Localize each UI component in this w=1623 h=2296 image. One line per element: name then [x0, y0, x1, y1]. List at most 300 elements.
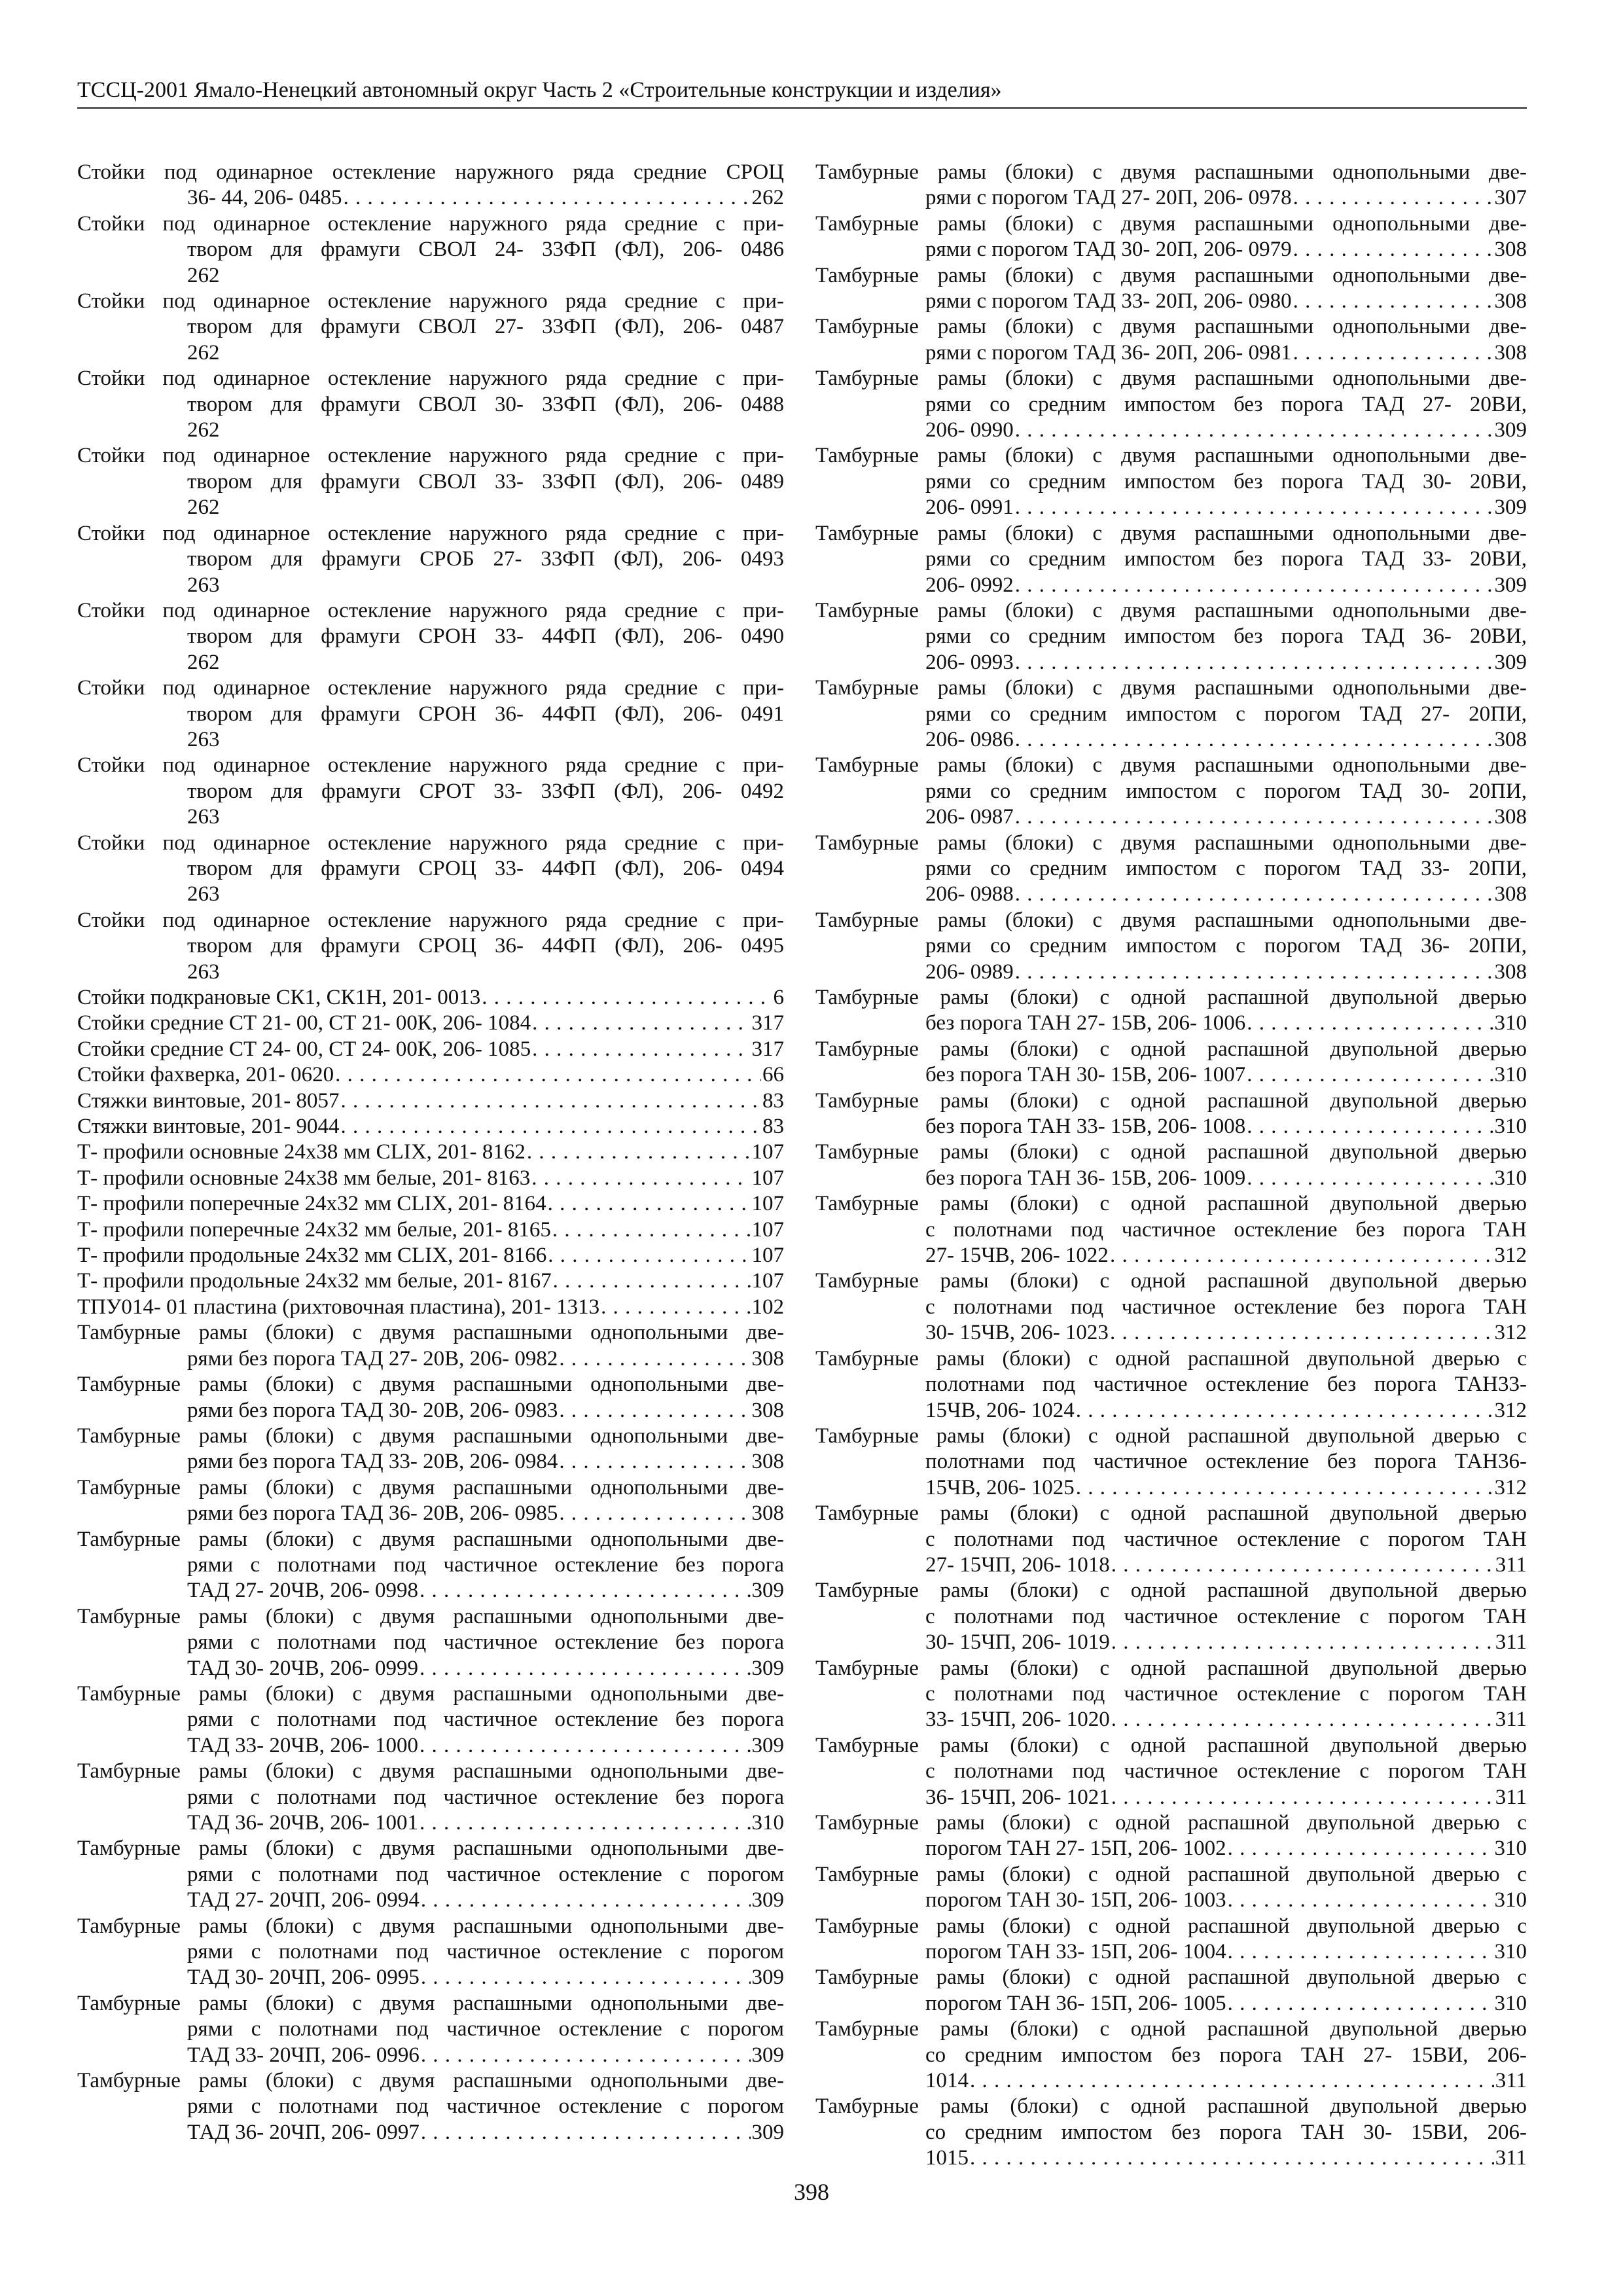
index-entry-page: 308: [751, 1398, 784, 1422]
dot-leader: [559, 1398, 750, 1424]
index-entry-last-line: [815, 1062, 1527, 1088]
running-header: ТССЦ-2001 Ямало-Ненецкий автономный округ Часть 2 «Строительные конструкции и изделия»: [77, 76, 1527, 109]
index-entry-last-line: [77, 1114, 784, 1139]
index-entry-page: 308: [751, 1450, 784, 1474]
index-entry-page: 309: [751, 1579, 784, 1603]
index-entry-page-line: [77, 418, 784, 443]
dot-leader: [1110, 1320, 1493, 1346]
dot-leader: [552, 1217, 751, 1243]
index-entry-page: 308: [751, 1501, 784, 1526]
index-entry-line: Тамбурные рамы (блоки) с одной распашной двупольной дверью с: [815, 1965, 1527, 1990]
dot-leader: [1076, 1475, 1493, 1501]
index-entry-last-line: [815, 495, 1527, 520]
index-entry-line: твором для фрамуги СРОЦ 36- 44ФП (ФЛ), 206- 0495: [187, 934, 784, 958]
index-entry-text: ТАД 36- 20ЧВ, 206- 1001: [187, 1811, 419, 1835]
index-entry-line: рями с полотнами под частичное остекление с порогом: [187, 1862, 784, 1886]
index-entry-line: Стойки под одинарное остекление наружного ряда средние с при-: [77, 676, 784, 700]
index-entry-last-line: [77, 1810, 784, 1836]
index-entry-line: рями со средним импостом с порогом ТАД 27- 20ПИ,: [925, 702, 1527, 726]
dot-leader: [1111, 1552, 1494, 1578]
dot-leader: [421, 2120, 751, 2145]
index-entry-last-line: [77, 1243, 784, 1268]
index-entry-last-line: [77, 2120, 784, 2145]
index-entry-page: 309: [1494, 495, 1527, 520]
index-entry-page: 310: [751, 1811, 784, 1835]
index-entry: [815, 1037, 1527, 1088]
dot-leader: [553, 1268, 751, 1294]
index-entry-page: 309: [751, 1656, 784, 1680]
index-entry-line: Тамбурные рамы (блоки) с одной распашной двупольной дверью: [815, 1088, 1527, 1113]
index-entry-text: без порога ТАН 30- 15В, 206- 1007: [925, 1063, 1246, 1087]
index-entry-last-line: [815, 1630, 1527, 1655]
index-entry-line: Тамбурные рамы (блоки) с одной распашной двупольной дверью: [815, 2094, 1527, 2119]
index-entry-line: Тамбурные рамы (блоки) с двумя распашными однопольными две-: [77, 1372, 784, 1397]
index-entry-line: полотнами под частичное остекление без порога ТАН33-: [925, 1372, 1527, 1397]
index-entry-page: 311: [1495, 1708, 1527, 1732]
index-entry-line: твором для фрамуги СРОТ 33- 33ФП (ФЛ), 206- 0492: [187, 779, 784, 803]
dot-leader: [1015, 804, 1493, 830]
index-entry: [815, 1578, 1527, 1655]
index-entry-text: Стойки средние СТ 21- 00, СТ 21- 00К, 206- 1084: [77, 1011, 531, 1035]
index-entry-last-line: [77, 1501, 784, 1526]
index-entry-text: 206- 0991: [925, 495, 1014, 520]
index-entry-last-line: [815, 1785, 1527, 1810]
index-entry-text: 1014: [925, 2069, 969, 2093]
index-entry-line: Тамбурные рамы (блоки) с одной распашной двупольной дверью: [815, 1037, 1527, 1061]
index-entry: [77, 160, 784, 211]
dot-leader: [419, 1810, 750, 1836]
index-entry: [815, 1268, 1527, 1346]
index-entry: [815, 1088, 1527, 1140]
index-entry-last-line: [815, 1114, 1527, 1139]
index-entry-line: Тамбурные рамы (блоки) с одной распашной двупольной дверью с: [815, 1862, 1527, 1886]
index-entry: [77, 1295, 784, 1320]
index-entry-page: 263: [187, 960, 220, 984]
index-entry: [815, 675, 1527, 753]
index-entry-page: 107: [751, 1269, 784, 1293]
index-entry-page: 262: [187, 263, 220, 287]
index-entry: [77, 1243, 784, 1268]
index-entry-text: 206- 0988: [925, 882, 1014, 906]
index-entry: [815, 1501, 1527, 1578]
dot-leader: [1293, 289, 1493, 314]
index-entry-line: рями со средним импостом без порога ТАД 36- 20ВИ,: [925, 624, 1527, 649]
index-entry-line: Тамбурные рамы (блоки) с одной распашной двупольной дверью с: [815, 1424, 1527, 1448]
index-entry-line: Тамбурные рамы (блоки) с двумя распашными однопольными две-: [815, 160, 1527, 184]
index-entry-page-line: [77, 573, 784, 598]
dot-leader: [1228, 1888, 1493, 1913]
dot-leader: [532, 1037, 750, 1062]
index-entry-line: рями со средним импостом без порога ТАД 30- 20ВИ,: [925, 469, 1527, 493]
index-entry-text: 206- 0986: [925, 727, 1014, 751]
index-entry-page: 311: [1495, 2069, 1527, 2093]
index-entry-last-line: [77, 1965, 784, 1990]
index-entry-page: 263: [187, 727, 220, 751]
dot-leader: [527, 1139, 751, 1165]
dot-leader: [1293, 340, 1493, 366]
index-entry: [77, 598, 784, 675]
dot-leader: [421, 1965, 751, 1990]
index-entry-text: порогом ТАН 36- 15П, 206- 1005: [925, 1991, 1226, 2015]
index-entry-text: 206- 0993: [925, 650, 1014, 674]
dot-leader: [419, 1656, 750, 1681]
index-entry-page: 312: [1494, 1244, 1527, 1268]
index-entry-page: 312: [1494, 1398, 1527, 1422]
index-entry-line: Стойки под одинарное остекление наружного ряда средние с при-: [77, 598, 784, 622]
index-entry-line: Тамбурные рамы (блоки) с одной распашной двупольной дверью: [815, 1733, 1527, 1757]
index-entry-line: Тамбурные рамы (блоки) с одной распашной двупольной дверью с: [815, 1811, 1527, 1835]
index-entry-page: 102: [751, 1295, 784, 1319]
index-entry-last-line: [77, 1449, 784, 1475]
index-entry-page: 263: [187, 882, 220, 906]
index-entry: [815, 1733, 1527, 1810]
index-entry-text: Т- профили поперечные 24х32 мм белые, 201- 8165: [77, 1217, 551, 1242]
index-entry-last-line: [815, 2145, 1527, 2171]
index-entry: [77, 1217, 784, 1243]
dot-leader: [419, 1733, 750, 1759]
index-entry-line: Тамбурные рамы (блоки) с одной распашной двупольной дверью с: [815, 1914, 1527, 1938]
index-entry-page: 262: [187, 495, 220, 520]
index-entry-page-line: [77, 263, 784, 289]
index-entry-line: Тамбурные рамы (блоки) с двумя распашными однопольными две-: [77, 1681, 784, 1706]
dot-leader: [482, 985, 772, 1011]
dot-leader: [1015, 650, 1493, 675]
index-entry-last-line: [815, 960, 1527, 985]
index-entry-last-line: [815, 237, 1527, 262]
index-entry-line: Тамбурные рамы (блоки) с двумя распашными однопольными две-: [77, 1991, 784, 2015]
index-entry-page: 308: [1494, 238, 1527, 262]
index-entry-text: без порога ТАН 27- 15В, 206- 1006: [925, 1011, 1246, 1035]
dot-leader: [1015, 418, 1493, 443]
index-entry-line: Тамбурные рамы (блоки) с двумя распашными однопольными две-: [815, 211, 1527, 236]
index-entry-line: Тамбурные рамы (блоки) с двумя распашными однопольными две-: [815, 367, 1527, 391]
index-entry: [815, 1346, 1527, 1424]
index-entry-last-line: [815, 289, 1527, 314]
index-entry-page: 317: [751, 1037, 784, 1061]
index-entry-line: рями со средним импостом с порогом ТАД 30- 20ПИ,: [925, 779, 1527, 803]
index-entry: [815, 443, 1527, 520]
index-entry-line: твором для фрамуги СРОН 33- 44ФП (ФЛ), 206- 0490: [187, 624, 784, 649]
index-entry: [77, 675, 784, 753]
dot-leader: [1247, 1114, 1493, 1139]
dot-leader: [343, 185, 750, 211]
index-entry-line: Тамбурные рамы (блоки) с двумя распашными однопольными две-: [77, 1759, 784, 1784]
index-entry-line: полотнами под частичное остекление без порога ТАН36-: [925, 1450, 1527, 1474]
index-entry: [815, 1191, 1527, 1268]
index-entry-last-line: [815, 573, 1527, 598]
index-entry: [815, 753, 1527, 830]
index-entry-page: 308: [1494, 882, 1527, 906]
index-entry: [77, 289, 784, 366]
index-entry: [77, 1011, 784, 1036]
index-entry-last-line: [77, 1268, 784, 1294]
index-entry: [77, 1991, 784, 2068]
index-entry: [77, 1372, 784, 1424]
index-entry-line: со средним импостом без порога ТАН 27- 15ВИ, 206-: [925, 2043, 1527, 2067]
index-entry-last-line: [77, 985, 784, 1011]
index-entry-page-line: [77, 882, 784, 907]
index-entry-page: 107: [751, 1217, 784, 1242]
index-entry-line: Тамбурные рамы (блоки) с двумя распашными однопольными две-: [77, 1475, 784, 1499]
dot-leader: [1228, 1836, 1493, 1861]
index-entry-page: 310: [1494, 1166, 1527, 1190]
index-entry-text: ТАД 33- 20ЧП, 206- 0996: [187, 2043, 419, 2067]
index-entry-line: твором для фрамуги СВОЛ 24- 33ФП (ФЛ), 206- 0486: [187, 238, 784, 262]
index-entry-page: 308: [1494, 805, 1527, 829]
index-entry: [77, 1604, 784, 1681]
index-entry: [77, 521, 784, 598]
index-entry-line: с полотнами под частичное остекление с порогом ТАН: [925, 1604, 1527, 1628]
index-entry: [77, 1062, 784, 1088]
dot-leader: [335, 1062, 761, 1088]
index-entry-page: 107: [751, 1140, 784, 1164]
index-entry-line: Стойки под одинарное остекление наружного ряда средние с при-: [77, 367, 784, 391]
index-entry-page: 107: [751, 1244, 784, 1268]
index-entry-page: 309: [1494, 573, 1527, 597]
index-entry-text: порогом ТАН 33- 15П, 206- 1004: [925, 1940, 1226, 1964]
index-entry-text: Т- профили основные 24х38 мм CLIX, 201- 8162: [77, 1140, 526, 1164]
index-entry-line: Стойки под одинарное остекление наружного ряда средние СРОЦ: [77, 160, 784, 184]
index-entry: [77, 1191, 784, 1217]
index-entry: [77, 1527, 784, 1604]
index-entry-page: 83: [762, 1115, 784, 1139]
index-entry-line: Стойки под одинарное остекление наружного ряда средние с при-: [77, 521, 784, 545]
index-entry-text: 33- 15ЧП, 206- 1020: [925, 1708, 1110, 1732]
dot-leader: [1015, 882, 1493, 907]
index-entry-text: рями с порогом ТАД 33- 20П, 206- 0980: [925, 289, 1292, 314]
dot-leader: [1111, 1707, 1494, 1732]
index-entry-text: Т- профили продольные 24х32 мм CLIX, 201- 8166: [77, 1244, 547, 1268]
index-entry-text: 206- 0990: [925, 418, 1014, 442]
dot-leader: [1247, 1062, 1493, 1088]
index-entry-line: рями со средним импостом без порога ТАД 27- 20ВИ,: [925, 392, 1527, 416]
index-entry-line: рями со средним импостом без порога ТАД 33- 20ВИ,: [925, 547, 1527, 571]
index-entry-page: 311: [1495, 1630, 1527, 1655]
dot-leader: [1293, 185, 1493, 211]
dot-leader: [1111, 1785, 1494, 1810]
dot-leader: [1015, 960, 1493, 985]
index-entry-last-line: [77, 1656, 784, 1681]
index-entry: [77, 1914, 784, 1991]
index-entry-text: ТАД 36- 20ЧП, 206- 0997: [187, 2120, 419, 2144]
index-entry-last-line: [77, 185, 784, 211]
index-entry-text: 30- 15ЧВ, 206- 1023: [925, 1321, 1109, 1345]
index-entry: [815, 263, 1527, 315]
index-entry-page: 311: [1495, 2146, 1527, 2170]
index-entry-page-line: [77, 340, 784, 366]
index-entry-last-line: [815, 418, 1527, 443]
index-entry-page: 317: [751, 1011, 784, 1035]
index-entry-page-line: [77, 650, 784, 675]
index-entry-line: твором для фрамуги СВОЛ 33- 33ФП (ФЛ), 206- 0489: [187, 469, 784, 493]
index-entry-line: с полотнами под частичное остекление без порога ТАН: [925, 1295, 1527, 1319]
index-entry-line: Тамбурные рамы (блоки) с одной распашной двупольной дверью с: [815, 1346, 1527, 1371]
index-entry-line: твором для фрамуги СВОЛ 27- 33ФП (ФЛ), 206- 0487: [187, 315, 784, 339]
index-entry-line: Тамбурные рамы (блоки) с одной распашной двупольной дверью: [815, 1656, 1527, 1680]
index-entry: [815, 1424, 1527, 1501]
index-entry-text: порогом ТАН 27- 15П, 206- 1002: [925, 1837, 1226, 1861]
index-entry: [77, 1037, 784, 1062]
index-entry-text: Т- профили продольные 24х32 мм белые, 201- 8167: [77, 1269, 552, 1293]
index-entry-text: Стойки подкрановые СК1, СК1Н, 201- 0013: [77, 986, 481, 1009]
index-entry-line: Тамбурные рамы (блоки) с одной распашной двупольной дверью: [815, 1192, 1527, 1216]
index-entry-text: рями без порога ТАД 27- 20В, 206- 0982: [187, 1346, 558, 1371]
dot-leader: [1247, 1011, 1493, 1036]
index-entry-line: рями с полотнами под частичное остекление без порога: [187, 1552, 784, 1577]
index-entry-text: Стяжки винтовые, 201- 9044: [77, 1115, 340, 1139]
index-entry: [815, 1862, 1527, 1914]
index-entry-page: 308: [751, 1346, 784, 1371]
index-entry: [77, 985, 784, 1011]
index-entry: [815, 598, 1527, 675]
index-entry-line: Тамбурные рамы (блоки) с одной распашной двупольной дверью: [815, 1140, 1527, 1164]
index-entry: [815, 211, 1527, 263]
index-entry-last-line: [77, 1398, 784, 1424]
index-entry-line: Тамбурные рамы (блоки) с двумя распашными однопольными две-: [815, 521, 1527, 545]
index-entry-text: рями с порогом ТАД 27- 20П, 206- 0978: [925, 186, 1292, 210]
index-entry-line: Тамбурные рамы (блоки) с одной распашной двупольной дверью: [815, 986, 1527, 1009]
index-entry-page: 310: [1494, 1063, 1527, 1087]
dot-leader: [1015, 573, 1493, 598]
index-entry-line: Тамбурные рамы (блоки) с двумя распашными однопольными две-: [77, 1604, 784, 1628]
index-entry-line: Стойки под одинарное остекление наружного ряда средние с при-: [77, 211, 784, 236]
index-entry-line: рями с полотнами под частичное остекление без порога: [187, 1785, 784, 1809]
index-entry: [77, 753, 784, 830]
index-entry-last-line: [77, 1037, 784, 1062]
index-entry-last-line: [815, 1836, 1527, 1861]
index-entry: [77, 1836, 784, 1913]
index-column-left: [77, 160, 784, 2145]
dot-leader: [559, 1449, 750, 1475]
index-entry-last-line: [815, 1011, 1527, 1036]
index-entry-text: ТПУ014- 01 пластина (рихтовочная пластина), 201- 1313: [77, 1295, 600, 1319]
dot-leader: [548, 1243, 750, 1268]
index-entry-page: 262: [751, 186, 784, 210]
index-entry-text: 206- 0992: [925, 573, 1014, 597]
index-entry-last-line: [815, 650, 1527, 675]
index-entry-text: Стойки фахверка, 201- 0620: [77, 1063, 334, 1087]
index-entry-text: 1015: [925, 2146, 969, 2170]
index-entry-last-line: [815, 340, 1527, 366]
index-entry-text: 36- 15ЧП, 206- 1021: [925, 1785, 1110, 1809]
dot-leader: [1228, 1939, 1493, 1965]
index-entry: [77, 2068, 784, 2145]
index-entry-last-line: [77, 1191, 784, 1217]
index-entry-line: рями с полотнами под частичное остекление с порогом: [187, 2017, 784, 2041]
dot-leader: [1076, 1398, 1493, 1424]
dot-leader: [970, 2145, 1494, 2171]
index-entry: [815, 1810, 1527, 1862]
index-entry-line: Тамбурные рамы (блоки) с двумя распашными однопольными две-: [77, 1424, 784, 1448]
index-entry-page: 309: [751, 2120, 784, 2144]
index-entry-page-line: [77, 495, 784, 520]
index-entry: [77, 1320, 784, 1372]
index-entry-last-line: [815, 804, 1527, 830]
dot-leader: [532, 1011, 750, 1036]
dot-leader: [559, 1501, 750, 1526]
dot-leader: [548, 1191, 751, 1217]
index-entry: [77, 1139, 784, 1165]
index-entry-page: 107: [751, 1166, 784, 1190]
index-entry: [77, 366, 784, 443]
dot-leader: [531, 1166, 750, 1191]
index-entry-line: Тамбурные рамы (блоки) с двумя распашными однопольными две-: [77, 1837, 784, 1861]
index-entry-text: Т- профили основные 24х38 мм белые, 201- 8163: [77, 1166, 531, 1190]
index-entry-text: 206- 0989: [925, 960, 1014, 984]
index-entry-page: 308: [1494, 340, 1527, 365]
index-entry-line: Стойки под одинарное остекление наружного ряда средние с при-: [77, 753, 784, 778]
index-entry: [815, 908, 1527, 985]
index-entry-line: рями с полотнами под частичное остекление без порога: [187, 1630, 784, 1655]
index-entry-text: Стойки средние СТ 24- 00, СТ 24- 00К, 206- 1085: [77, 1037, 531, 1061]
dot-leader: [1228, 1991, 1493, 2017]
index-entry-line: Тамбурные рамы (блоки) с двумя распашными однопольными две-: [815, 753, 1527, 778]
index-entry-line: Тамбурные рамы (блоки) с одной распашной двупольной дверью: [815, 1501, 1527, 1526]
index-entry-text: рями с порогом ТАД 30- 20П, 206- 0979: [925, 238, 1292, 262]
index-entry-line: твором для фрамуги СРОБ 27- 33ФП (ФЛ), 206- 0493: [187, 547, 784, 571]
index-entry: [77, 831, 784, 908]
index-entry-text: 15ЧВ, 206- 1025: [925, 1475, 1075, 1499]
index-entry-page: 107: [751, 1192, 784, 1216]
index-entry-page: 310: [1494, 1940, 1527, 1964]
index-entry: [815, 314, 1527, 366]
index-entry-line: Тамбурные рамы (блоки) с одной распашной двупольной дверью: [815, 2017, 1527, 2041]
index-entry: [77, 1424, 784, 1475]
index-entry-page: 309: [1494, 650, 1527, 674]
index-entry-page: 307: [1494, 186, 1527, 210]
index-entry: [815, 2094, 1527, 2171]
index-entry-last-line: [77, 1062, 784, 1088]
index-entry-text: 206- 0987: [925, 805, 1014, 829]
index-entry: [77, 211, 784, 289]
index-entry: [77, 1268, 784, 1294]
index-entry-text: 36- 44, 206- 0485: [187, 186, 342, 210]
index-entry-line: Стойки под одинарное остекление наружного ряда средние с при-: [77, 908, 784, 932]
index-entry-line: рями со средним импостом с порогом ТАД 33- 20ПИ,: [925, 856, 1527, 880]
index-entry-line: Тамбурные рамы (блоки) с двумя распашными однопольными две-: [815, 444, 1527, 468]
index-entry-text: без порога ТАН 36- 15В, 206- 1009: [925, 1166, 1246, 1190]
index-entry-line: Тамбурные рамы (блоки) с двумя распашными однопольными две-: [815, 598, 1527, 622]
index-entry-line: твором для фрамуги СВОЛ 30- 33ФП (ФЛ), 206- 0488: [187, 392, 784, 416]
index-entry-last-line: [77, 1295, 784, 1320]
index-entry-page: 312: [1494, 1475, 1527, 1499]
index-entry-last-line: [815, 1320, 1527, 1346]
index-entry-text: рями без порога ТАД 30- 20В, 206- 0983: [187, 1398, 558, 1422]
index-entry-line: Тамбурные рамы (блоки) с двумя распашными однопольными две-: [815, 831, 1527, 855]
page-number: 398: [794, 2179, 829, 2205]
index-entry-last-line: [77, 1346, 784, 1372]
dot-leader: [421, 2043, 751, 2068]
index-entry: [815, 985, 1527, 1037]
index-entry-last-line: [77, 1888, 784, 1913]
dot-leader: [1110, 1243, 1493, 1268]
index-entry-last-line: [815, 1166, 1527, 1191]
index-entry-last-line: [815, 2068, 1527, 2094]
dot-leader: [1111, 1630, 1494, 1655]
index-entry: [815, 1139, 1527, 1191]
index-entry-text: ТАД 30- 20ЧП, 206- 0995: [187, 1965, 419, 1990]
index-entry: [815, 366, 1527, 443]
index-entry-page: 262: [187, 418, 220, 442]
index-entry-line: со средним импостом без порога ТАН 30- 15ВИ, 206-: [925, 2120, 1527, 2144]
index-entry-last-line: [77, 1011, 784, 1036]
index-entry-line: Тамбурные рамы (блоки) с двумя распашными однопольными две-: [815, 676, 1527, 700]
index-entry-text: Стяжки винтовые, 201- 8057: [77, 1088, 340, 1113]
index-entry-text: рями с порогом ТАД 36- 20П, 206- 0981: [925, 340, 1292, 365]
index-entry: [77, 1114, 784, 1139]
index-entry-line: рями с полотнами под частичное остекление с порогом: [187, 1940, 784, 1964]
index-entry-line: Тамбурные рамы (блоки) с одной распашной двупольной дверью: [815, 1579, 1527, 1603]
